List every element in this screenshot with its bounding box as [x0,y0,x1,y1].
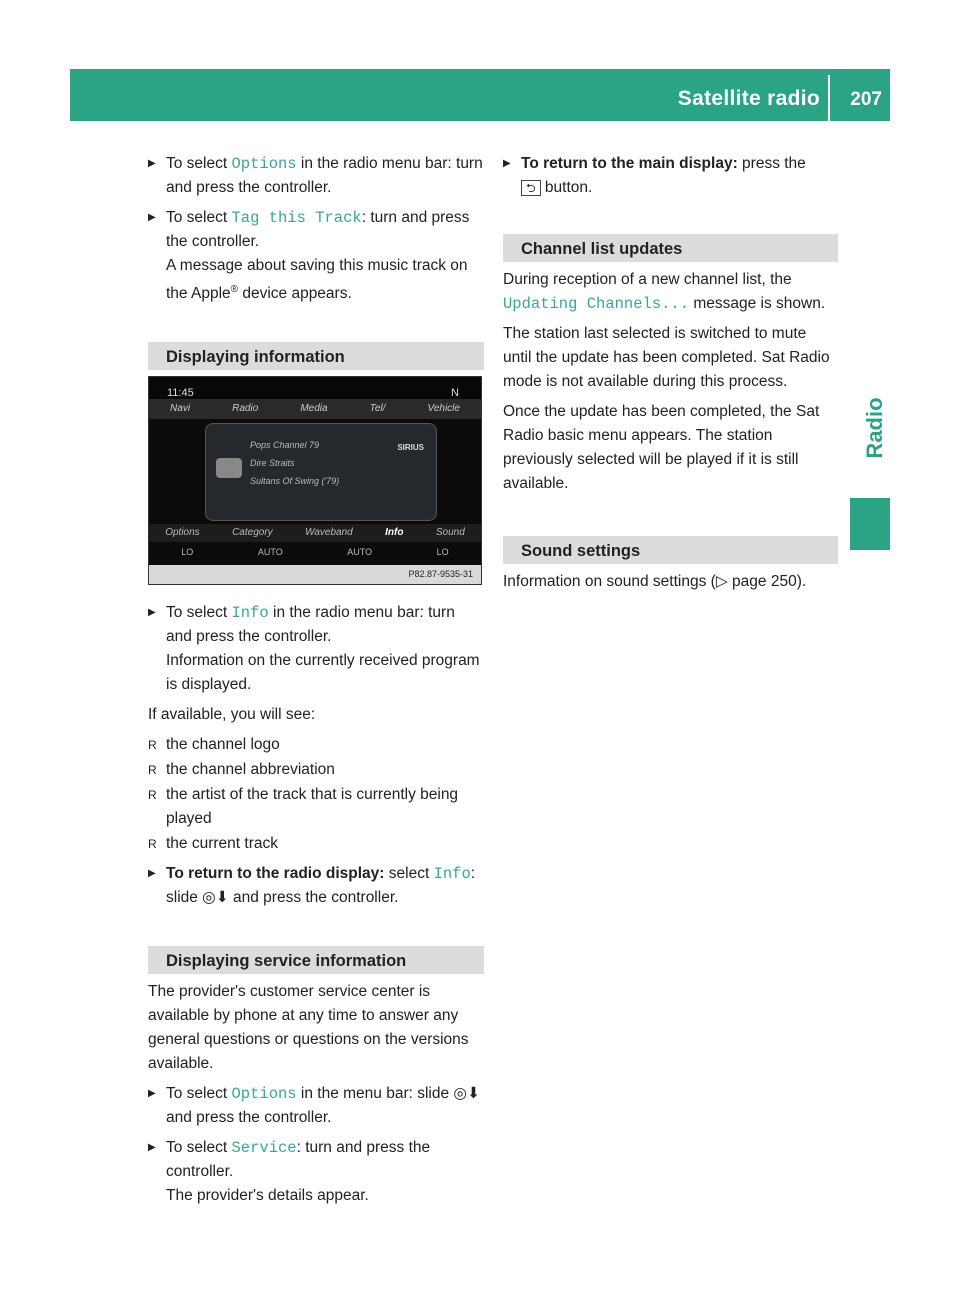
radio-menu-waveband: Waveband [305,527,353,539]
artist-name: Dire Straits [250,458,295,469]
list-item: R the current track [148,835,278,853]
paragraph-updating: During reception of a new channel list, the Updating Channels... message is shown. [503,271,826,313]
menu-radio: Radio [232,403,259,415]
radio-menu-category: Category [232,527,273,539]
header-bar [70,69,890,121]
step-select-service: ▶ To select Service: turn and press the controller. The provider's details appear. [148,1136,484,1208]
side-tab-label: Radio [862,397,887,459]
section-displaying-information: Displaying information [148,342,484,370]
updating-channels-code: Updating Channels... [503,295,690,313]
tag-track-code: Tag this Track [231,209,362,227]
menu-vehicle: Vehicle [427,403,460,415]
right-column [503,152,838,600]
side-tab-block [850,498,890,550]
radio-menu-info: Info [385,527,404,539]
step-tag-track: ▶ To select Tag this Track: turn and press the controller. A message about saving this music track on the Apple® device appears. [148,206,484,306]
header-divider [828,75,830,121]
list-item: R the channel abbreviation [148,761,335,779]
info-code: Info [231,604,269,623]
radio-menu-sound: Sound [435,527,465,539]
menu-tel: Tel/ [369,403,386,415]
page-number: 207 [850,89,882,110]
options-code: Options [231,1085,297,1104]
back-icon: ⮌ [521,180,541,196]
step-return-radio: ▶ To return to the radio display: select Info: slide ◎⬇ and press the controller. [148,862,484,910]
step-return-main: ▶ To return to the main display: press the ⮌ button. [503,152,838,200]
section-service-information: Displaying service information [148,946,484,974]
screen-main-menu [149,399,481,419]
compass-icon: N [451,387,459,400]
climate-bar: LO AUTO AUTO LO [181,547,449,558]
channel-name: Pops Channel 79 [250,440,320,451]
radio-screenshot [148,376,482,585]
track-name: Sultans Of Swing ('79) [250,476,340,487]
left-column [148,152,484,1214]
figure-code: P82.87-9535-31 [149,565,481,584]
if-available: If available, you will see: [148,706,316,724]
service-paragraph: The provider's customer service center is available by phone at any time to answer any general questions or questions on the versions available. [148,983,469,1073]
station-panel [205,423,437,521]
sirius-logo: SIRIUS [397,443,424,453]
channel-logo [216,458,242,478]
paragraph-mute: The station last selected is switched to mute until the update has been completed. Sat Radio mode is not available during this process. [503,325,830,390]
paragraph-completed: Once the update has been completed, the Sat Radio basic menu appears. The station previously selected will be played if it is still available. [503,403,820,492]
section-channel-list-updates: Channel list updates [503,234,838,262]
step-select-info: ▶ To select Info in the radio menu bar: turn and press the controller. Information on the currently received program is displayed. [148,601,484,697]
clock: 11:45 [167,387,194,400]
screen-radio-menu [149,524,481,542]
list-item: R the channel logo [148,736,280,754]
step-select-options-menu: ▶ To select Options in the menu bar: slide ◎⬇ and press the controller. [148,1082,484,1130]
page-title: Satellite radio [677,87,820,110]
info-code: Info [433,865,471,884]
step-select-options: ▶ To select Options in the radio menu bar: turn and press the controller. [148,152,484,200]
radio-menu-options: Options [165,527,200,539]
service-code: Service [231,1139,297,1158]
list-item: R the artist of the track that is currently being played [148,786,459,828]
menu-navi: Navi [170,403,191,415]
menu-media: Media [300,403,328,415]
paragraph-sound: Information on sound settings (▷ page 250). [503,573,807,590]
side-tab [845,383,905,473]
options-code: Options [231,155,297,173]
section-sound-settings: Sound settings [503,536,838,564]
